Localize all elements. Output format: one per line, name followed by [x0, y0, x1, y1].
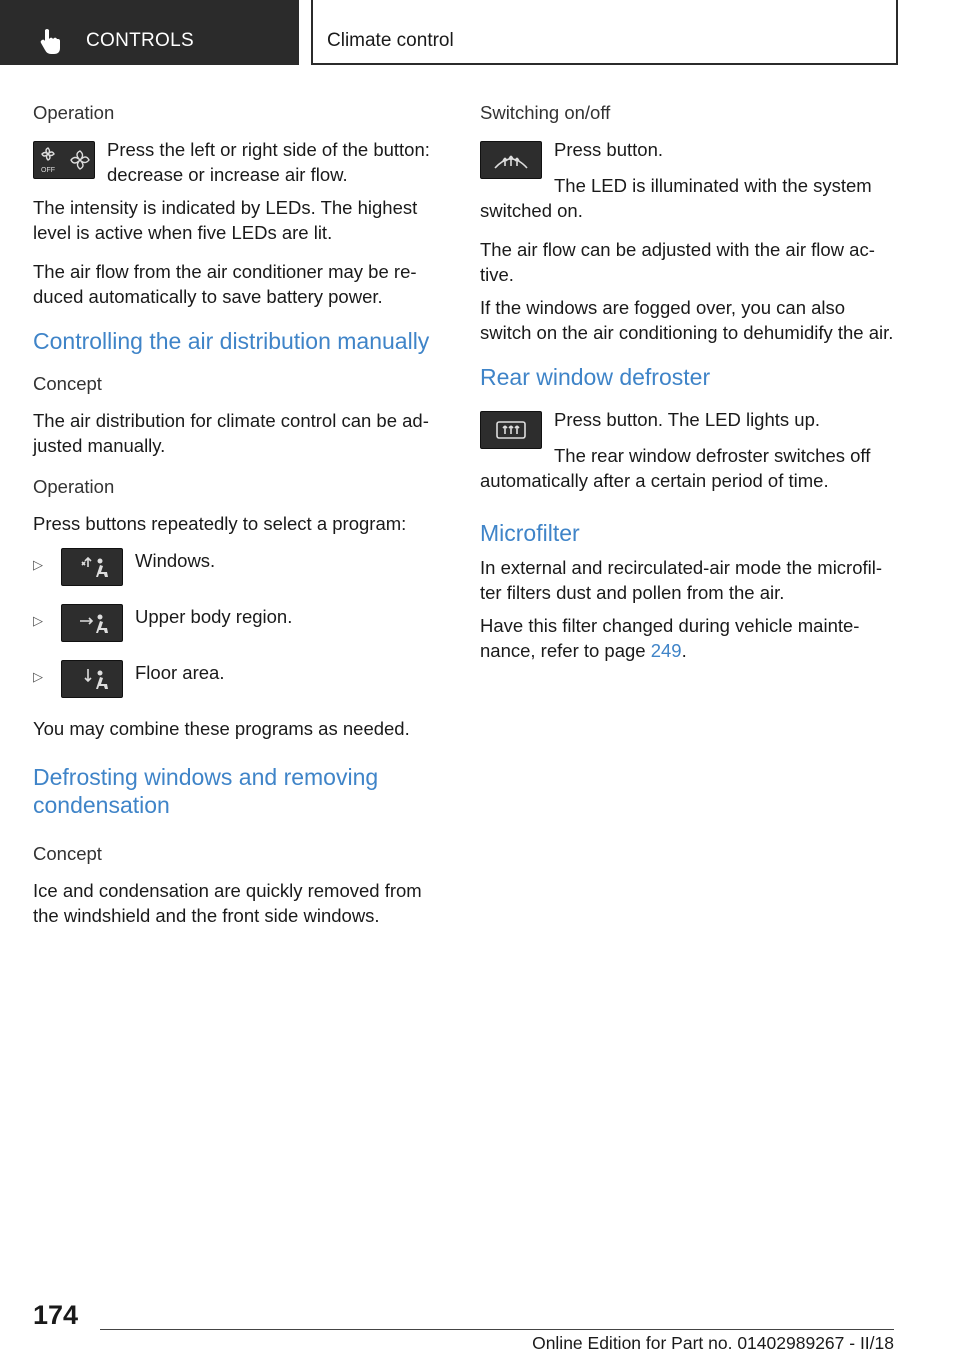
paragraph: The intensity is indicated by LEDs. The highest level is active when five LEDs are lit. — [33, 197, 418, 243]
paragraph: Press buttons repeatedly to select a program: — [33, 513, 407, 534]
heading-microfilter: Microfilter — [480, 520, 580, 546]
footer-edition: Online Edition for Part no. 01402989267 - II/18 — [532, 1333, 894, 1353]
paragraph-with-link — [480, 613, 894, 663]
paragraph: The air distribution for climate control can be ad-justed manually. — [33, 410, 429, 456]
press-button-text: Press button. — [554, 139, 664, 160]
program-label: Floor area. — [135, 662, 225, 683]
subheading-concept: Concept — [33, 843, 102, 864]
paragraph: Ice and condensation are quickly removed from the windshield and the front side windows. — [33, 880, 422, 926]
fan-airflow-button-icon — [33, 141, 95, 179]
rear-defrost-row — [480, 407, 894, 461]
footer-divider — [100, 1329, 894, 1330]
airflow-button-row — [33, 137, 447, 187]
bullet-triangle-icon: ▷ — [33, 669, 43, 684]
section-tab — [0, 0, 299, 65]
right-column — [480, 100, 894, 671]
list-item — [33, 548, 447, 596]
subheading-operation: Operation — [33, 102, 115, 123]
page-number: 174 — [33, 1300, 79, 1330]
hand-pointer-icon — [40, 28, 62, 59]
paragraph: The LED is illuminated with the system switched on. — [480, 175, 872, 221]
paragraph: You may combine these programs as needed. — [33, 718, 410, 739]
floor-airflow-button-icon — [61, 660, 123, 698]
airflow-instructions: Press the left or right side of the button: decrease or increase air flow. — [107, 139, 430, 185]
paragraph-text: Have this filter changed during vehicle mainte-nance, refer to page — [480, 615, 860, 661]
heading-air-distribution: Controlling the air distribution manually — [33, 328, 430, 354]
windshield-defrost-row — [480, 137, 894, 191]
paragraph: The rear window defroster switches off automatically after a certain period of time. — [480, 445, 871, 491]
list-item — [33, 660, 447, 708]
windshield-defrost-button-icon — [480, 141, 542, 179]
program-label: Upper body region. — [135, 606, 293, 627]
subheading-switching: Switching on/off — [480, 102, 611, 123]
subheading-concept: Concept — [33, 373, 102, 394]
list-item — [33, 604, 447, 652]
section-label: CONTROLS — [86, 30, 194, 51]
program-label: Windows. — [135, 550, 216, 571]
chapter-title: Climate control — [327, 30, 454, 51]
heading-rear-defroster: Rear window defroster — [480, 364, 711, 390]
chapter-header — [311, 0, 898, 65]
paragraph-text: . — [681, 640, 687, 661]
press-button-text: Press button. The LED lights up. — [554, 409, 821, 430]
paragraph: In external and recirculated-air mode the microfil-ter filters dust and pollen from the air. — [480, 557, 883, 603]
left-column — [33, 100, 447, 936]
paragraph: The air flow from the air conditioner may be re-duced automatically to save battery power. — [33, 261, 417, 307]
subheading-operation: Operation — [33, 476, 115, 497]
paragraph: If the windows are fogged over, you can also switch on the air conditioning to dehumidify the air. — [480, 297, 894, 343]
upper-body-airflow-button-icon — [61, 604, 123, 642]
paragraph: The air flow can be adjusted with the air flow ac-tive. — [480, 239, 875, 285]
windows-airflow-button-icon — [61, 548, 123, 586]
rear-window-defrost-button-icon — [480, 411, 542, 449]
bullet-triangle-icon: ▷ — [33, 557, 43, 572]
heading-defrosting: Defrosting windows and removing condensation — [33, 764, 379, 818]
bullet-triangle-icon: ▷ — [33, 613, 43, 628]
svg-text:OFF: OFF — [41, 167, 55, 174]
page-reference-link[interactable]: 249 — [650, 640, 682, 661]
